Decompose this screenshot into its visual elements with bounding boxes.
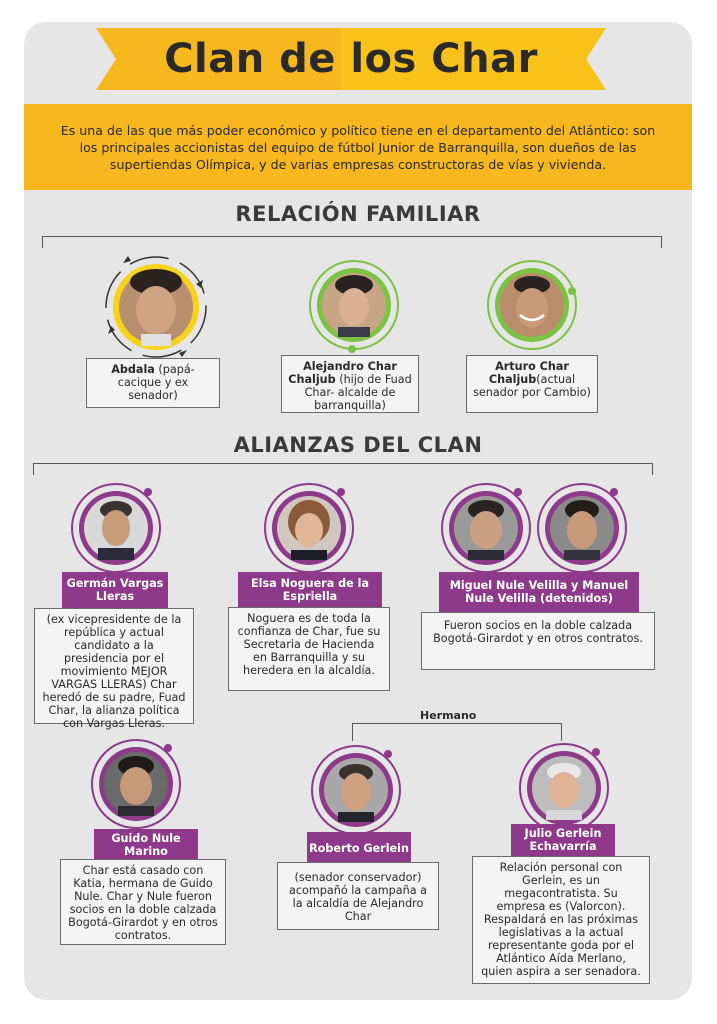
alianzas-connector (33, 463, 653, 464)
julio-gerlein-portrait (516, 740, 612, 836)
miguel-nule-portrait (438, 480, 534, 576)
julio-info-box (472, 856, 650, 984)
section-title-familia: RELACIÓN FAMILIAR (235, 202, 481, 226)
elsa-desc: Noguera es de toda la confianza de Char, fue su Secretaria de Hacienda en Barranquilla y su heredera en la alcaldía. (237, 612, 381, 677)
elsa-name-tag (238, 572, 382, 608)
alejandro-portrait (306, 257, 402, 353)
german-info-box (34, 608, 194, 730)
hermano-connector-right (561, 723, 562, 741)
arturo-desc: (actual senador por Cambio) (473, 373, 591, 399)
alianzas-connector-right (652, 463, 653, 475)
roberto-desc: (senador conservador) acompañó la campaña a la alcaldía de Alejandro Char (289, 871, 427, 923)
german-name: Germán Vargas Lleras (66, 577, 164, 603)
arturo-portrait (484, 257, 580, 353)
arturo-name: Arturo Char Chaljub (488, 360, 569, 386)
guido-nule-portrait (88, 736, 184, 832)
elsa-info-box (228, 607, 390, 691)
nule-brothers-name-tag (439, 572, 639, 612)
abdala-info-box (86, 358, 220, 408)
guido-name-tag (94, 829, 198, 861)
alianzas-connector-left (33, 463, 34, 475)
roberto-gerlein-portrait (308, 742, 404, 838)
guido-desc: Char está casado con Katia, hermana de Guido Nule. Char y Nule fueron socios en la doble calzada Bogotá-Girardot y en otros contratos. (68, 864, 218, 942)
manuel-nule-portrait (534, 480, 630, 576)
nule-brothers-info-box (421, 612, 655, 670)
familia-connector (42, 236, 662, 237)
alejandro-desc: (hijo de Fuad Char- alcalde de barranquilla) (304, 373, 412, 412)
julio-name-tag (511, 824, 615, 856)
abdala-name: Abdala (111, 363, 155, 376)
nule-brothers-desc: Fueron socios en la doble calzada Bogotá-Girardot y en otros contratos. (433, 619, 643, 645)
alejandro-name: Alejandro Char Chaljub (288, 360, 397, 386)
hermano-connector (352, 723, 562, 724)
familia-connector-right (661, 236, 662, 248)
roberto-name: Roberto Gerlein (309, 841, 409, 855)
intro-box (24, 104, 692, 190)
intro-text: Es una de las que más poder económico y político tiene en el departamento del Atlántico: son los principales accionistas del equipo de fútbol Junior de Barranquilla, son dueños de las supertiendas Olímpica, y de varias empresas constructoras de vías y vivienda. (60, 122, 656, 172)
abdala-desc: (papá- cacique y ex senador) (117, 363, 195, 402)
german-desc: (ex vicepresidente de la república y actual candidato a la presidencia por el movimiento MEJOR VARGAS LLERAS) Char heredó de su padre, Fuad Char, la alianza política con Vargas Lleras. (42, 613, 186, 730)
guido-info-box (60, 859, 226, 945)
arturo-info-box (466, 355, 598, 413)
roberto-name-tag (307, 832, 411, 864)
elsa-name: Elsa Noguera de la Espriella (250, 577, 370, 603)
alejandro-info-box (281, 355, 419, 413)
guido-name: Guido Nule Marino (111, 832, 181, 858)
hermano-connector-left (352, 723, 353, 741)
nule-brothers-name: Miguel Nule Velilla y Manuel Nule Velilla (detenidos) (449, 579, 629, 605)
page-title: Clan de los Char (164, 36, 538, 82)
german-portrait (68, 480, 164, 576)
abdala-portrait (103, 254, 209, 360)
julio-desc: Relación personal con Gerlein, es un megacontratista. Su empresa es (Valorcon). Respaldará en las próximas legislativas a la actual representante goda por el Atlántico Aída Merlano, quien aspira a ser senadora. (481, 861, 641, 978)
familia-connector-left (42, 236, 43, 248)
german-name-tag (62, 572, 168, 608)
elsa-portrait (261, 480, 357, 576)
roberto-info-box (277, 862, 439, 930)
title-banner (96, 28, 606, 90)
hermano-label: Hermano (420, 709, 477, 722)
julio-name: Julio Gerlein Echavarría (524, 827, 602, 853)
section-title-alianzas: ALIANZAS DEL CLAN (233, 433, 483, 457)
